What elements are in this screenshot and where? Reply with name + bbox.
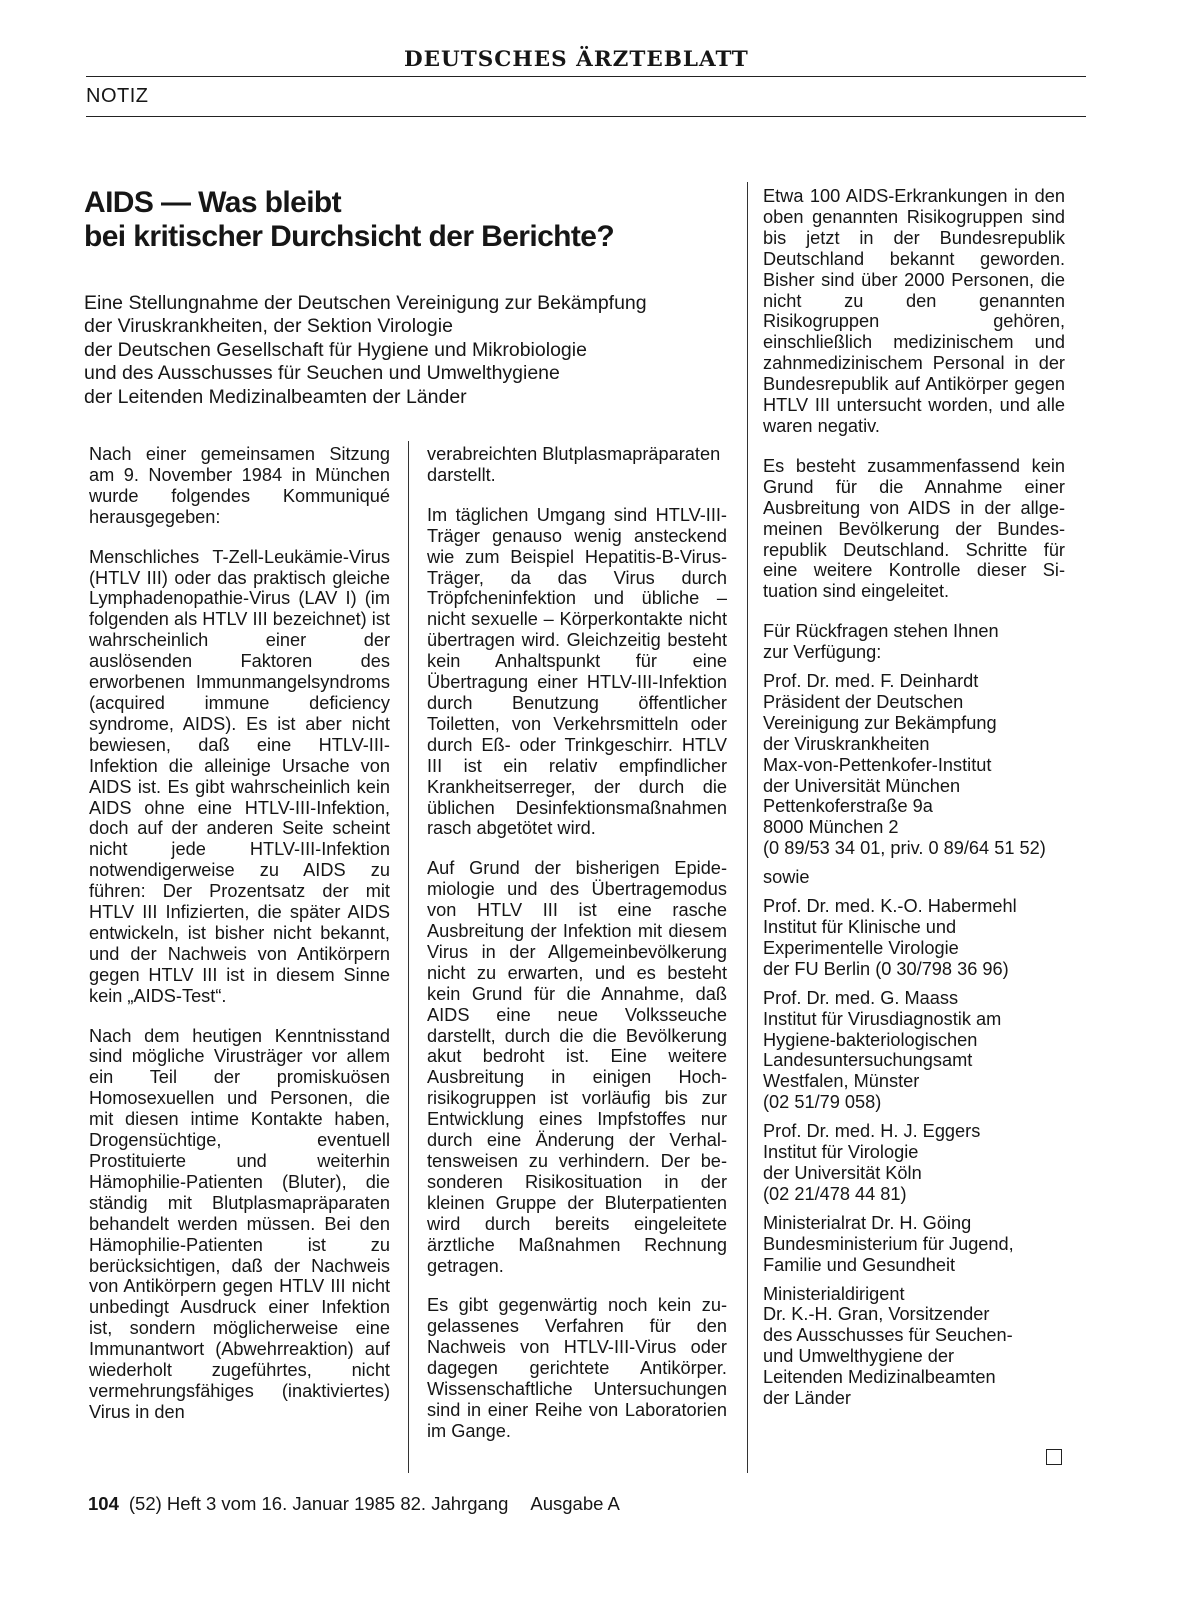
masthead-rule (86, 76, 1086, 77)
contact-line: Leitenden Medizinalbeamten (763, 1367, 996, 1388)
paragraph: Nach dem heutigen Kenntnisstand sind mögliche Virusträger vor allem ein Teil der promiskuösen Homosexuellen und Personen, die mit diesen intime Kontakte haben, Drogensüchtige, eventuell Prostituierte und weiterhin Hämophilie-Patienten (Bluter), die ständig mit Blutplasmapräparaten behandelt werden müssen. Bei den Hämophilie-Patienten ist zu berücksichtigen, daß der Nachweis von Antikörpern gegen HTLV III nicht unbedingt Ausdruck einer Infektion ist, sondern möglicherweise eine Immunantwort (Abwehrreaktion) auf wiederholt zugeführtes, nicht vermehrungsfähiges (inaktiviertes) Virus in den (89, 1025, 390, 1422)
contact-line: der FU Berlin (0 30/798 36 96) (763, 958, 1009, 979)
contact-block (763, 671, 1065, 859)
contact-line: 8000 München 2 (763, 817, 899, 838)
contact-line: sowie (763, 867, 810, 888)
contact-line: Westfalen, Münster (763, 1071, 920, 1092)
contact-line: der Universität Köln (763, 1162, 922, 1183)
contact-line: Max-von-Pettenkofer-Institut (763, 754, 992, 775)
contact-line: Institut für Virologie (763, 1142, 919, 1163)
issue-info: (52) Heft 3 vom 16. Januar 1985 82. Jahrgang (128, 1493, 509, 1514)
contact-line: (02 51/79 058) (763, 1092, 882, 1113)
text-column-3 (763, 186, 1065, 1417)
contact-line: Ministerialrat Dr. H. Göing (763, 1212, 972, 1233)
paragraph: Es besteht zusammenfassend kein Grund für die Annahme einer Ausbreitung von AIDS in der allgemeinen Bevölkerung der Bundesrepublik Deutschland. Schritte für eine weitere Kontrolle dieser Situation sind eingeleitet. (763, 455, 1065, 602)
contact-line: zur Verfügung: (763, 642, 882, 663)
contact-line: Pettenkoferstraße 9a (763, 796, 933, 817)
contact-line: Prof. Dr. med. G. Maass (763, 987, 959, 1008)
contact-block (763, 1284, 1065, 1409)
contact-line: Vereinigung zur Bekämpfung (763, 712, 997, 733)
column-divider (747, 182, 748, 1473)
title-line: bei kritischer Durchsicht der Berichte? (84, 220, 615, 253)
end-of-article-mark (1046, 1449, 1062, 1465)
subtitle-line: der Viruskrankheiten, der Sektion Virologie (84, 315, 453, 338)
contact-block (763, 1213, 1065, 1276)
contact-line: Institut für Klinische und (763, 917, 957, 937)
paragraph: Im täglichen Umgang sind HTLV-III-Träger genauso wenig ansteckend wie zum Beispiel Hepatitis-B-Virus-Träger, da das Virus durch Tröpfcheninfektion und übliche – nicht sexuelle – Körperkontakte nicht übertragen wird. Gleichzeitig besteht kein Anhaltspunkt für eine Übertragung einer HTLV-III-Infektion durch Benutzung öffentlicher Toiletten, von Verkehrsmitteln oder durch Eß- oder Trinkgeschirr. HTLV III ist ein relativ empfindlicher Krankheitserreger, der durch die üblichen Desinfektionsmaßnahmen rasch abgetötet wird. (427, 504, 727, 839)
contact-block (763, 867, 1065, 888)
subtitle-line: Eine Stellungnahme der Deutschen Vereinigung zur Bekämpfung (84, 292, 647, 314)
contact-list (763, 621, 1065, 1409)
contact-block (763, 621, 1065, 663)
contact-block (763, 896, 1065, 980)
masthead: DEUTSCHES ÄRZTEBLATT (404, 47, 749, 72)
contact-line: Landesuntersuchungsamt (763, 1050, 973, 1071)
page-footer (88, 1493, 620, 1515)
contact-line: Bundesministerium für Jugend, (763, 1233, 1014, 1254)
contact-block (763, 1121, 1065, 1205)
subtitle-line: und des Ausschusses für Seuchen und Umwelthygiene (84, 362, 560, 385)
paragraph: Nach einer gemeinsamen Sitzung am 9. November 1984 in München wurde folgendes Kommuniqué herausgegeben: (89, 444, 390, 527)
contact-line: Familie und Gesundheit (763, 1254, 956, 1275)
contact-line: Ministerialdirigent (763, 1283, 905, 1304)
contact-line: Hygiene-bakteriologischen (763, 1029, 978, 1050)
contact-line: Präsident der Deutschen (763, 691, 964, 712)
paragraph: Etwa 100 AIDS-Erkrankungen in den oben genannten Risikogruppen sind bis jetzt in der Bundesrepublik Deutschland bekannt geworden. Bisher sind über 2000 Personen, die nicht zu den genannten Risikogruppen gehören, einschließlich medizinischem und zahnmedizinischem Personal in der Bundesrepublik auf Antikörper gegen HTLV III untersucht worden, und alle waren negativ. (763, 186, 1065, 436)
contact-line: Prof. Dr. med. K.-O. Habermehl (763, 896, 1017, 917)
contact-line: (0 89/53 34 01, priv. 0 89/64 51 52) (763, 838, 1046, 859)
contact-line: Institut für Virusdiagnostik am (763, 1008, 1002, 1029)
contact-line: (02 21/478 44 81) (763, 1183, 907, 1204)
page-number: 104 (88, 1493, 119, 1514)
article-subtitle (84, 292, 764, 409)
text-column-1 (89, 444, 390, 1423)
section-rule (86, 116, 1086, 117)
contact-block (763, 988, 1065, 1113)
contact-line: Experimentelle Virologie (763, 937, 959, 958)
contact-line: der Länder (763, 1388, 851, 1409)
contact-line: und Umwelthygiene der (763, 1346, 955, 1367)
edition-label: Ausgabe A (530, 1493, 620, 1514)
subtitle-line: der Deutschen Gesellschaft für Hygiene und Mikrobiologie (84, 338, 587, 361)
contact-line: Prof. Dr. med. F. Deinhardt (763, 671, 979, 692)
contact-line: der Universität München (763, 775, 961, 796)
section-label: NOTIZ (86, 85, 149, 107)
contact-line: Dr. K.-H. Gran, Vorsitzender (763, 1304, 990, 1325)
column-divider (408, 441, 409, 1473)
title-line: AIDS — Was bleibt (84, 186, 342, 219)
subtitle-line: der Leitenden Medizinalbeamten der Länder (84, 385, 467, 408)
article-title (84, 186, 744, 254)
text-column-2 (427, 444, 727, 1442)
paragraph: Menschliches T-Zell-Leukämie-Virus (HTLV III) oder das praktisch gleiche Lymphadenopathie-Virus (LAV I) (im folgenden als HTLV III bezeichnet) ist wahrscheinlich einer der auslösenden Faktoren des erworbenen Immunmangelsyndroms (acquired immune deficiency syndrome, AIDS). Es ist aber nicht bewiesen, daß eine HTLV-III-Infektion die alleinige Ursache von AIDS ist. Es gibt wahrscheinlich kein AIDS ohne eine HTLV-III-Infektion, doch auf der anderen Seite scheint nicht jede HTLV-III-Infektion notwendigerweise zu AIDS zu führen: Der Prozentsatz der mit HTLV III Infizierten, die später AIDS entwickeln, ist bisher nicht bekannt, und der Nachweis von Antikörpern gegen HTLV III ist in diesem Sinne kein „AIDS-Test“. (89, 546, 390, 1006)
contact-line: der Viruskrankheiten (763, 733, 930, 754)
contact-line: des Ausschusses für Seuchen- (763, 1325, 1013, 1346)
paragraph: verabreichten Blutplasmapräparaten darstellt. (427, 444, 721, 485)
paragraph: Auf Grund der bisherigen Epidemiologie und des Übertragemodus von HTLV III ist eine rasche Ausbreitung der Infektion mit diesem Virus in der Allgemeinbevölkerung nicht zu erwarten, und es besteht kein Grund für die Annahme, daß AIDS eine neue Volksseuche darstellt, durch die die Bevölkerung akut bedroht ist. Eine weitere Ausbreitung in einigen Hochrisikogruppen ist vorläufig bis zur Entwicklung eines Impfstoffes nur durch eine Änderung der Verhaltensweisen zu verhindern. Der besonderen Risikosituation in der kleinen Gruppe der Bluterpatienten wird durch bereits eingeleitete ärztliche Maßnahmen Rechnung getragen. (427, 858, 727, 1276)
paragraph: Es gibt gegenwärtig noch kein zugelassenes Verfahren für den Nachweis von HTLV-III-Virus oder dagegen gerichtete Antikörper. Wissenschaftliche Untersuchungen sind in einer Reihe von Laboratorien im Gange. (427, 1295, 727, 1441)
contact-line: Für Rückfragen stehen Ihnen (763, 621, 999, 642)
contact-line: Prof. Dr. med. H. J. Eggers (763, 1121, 981, 1142)
